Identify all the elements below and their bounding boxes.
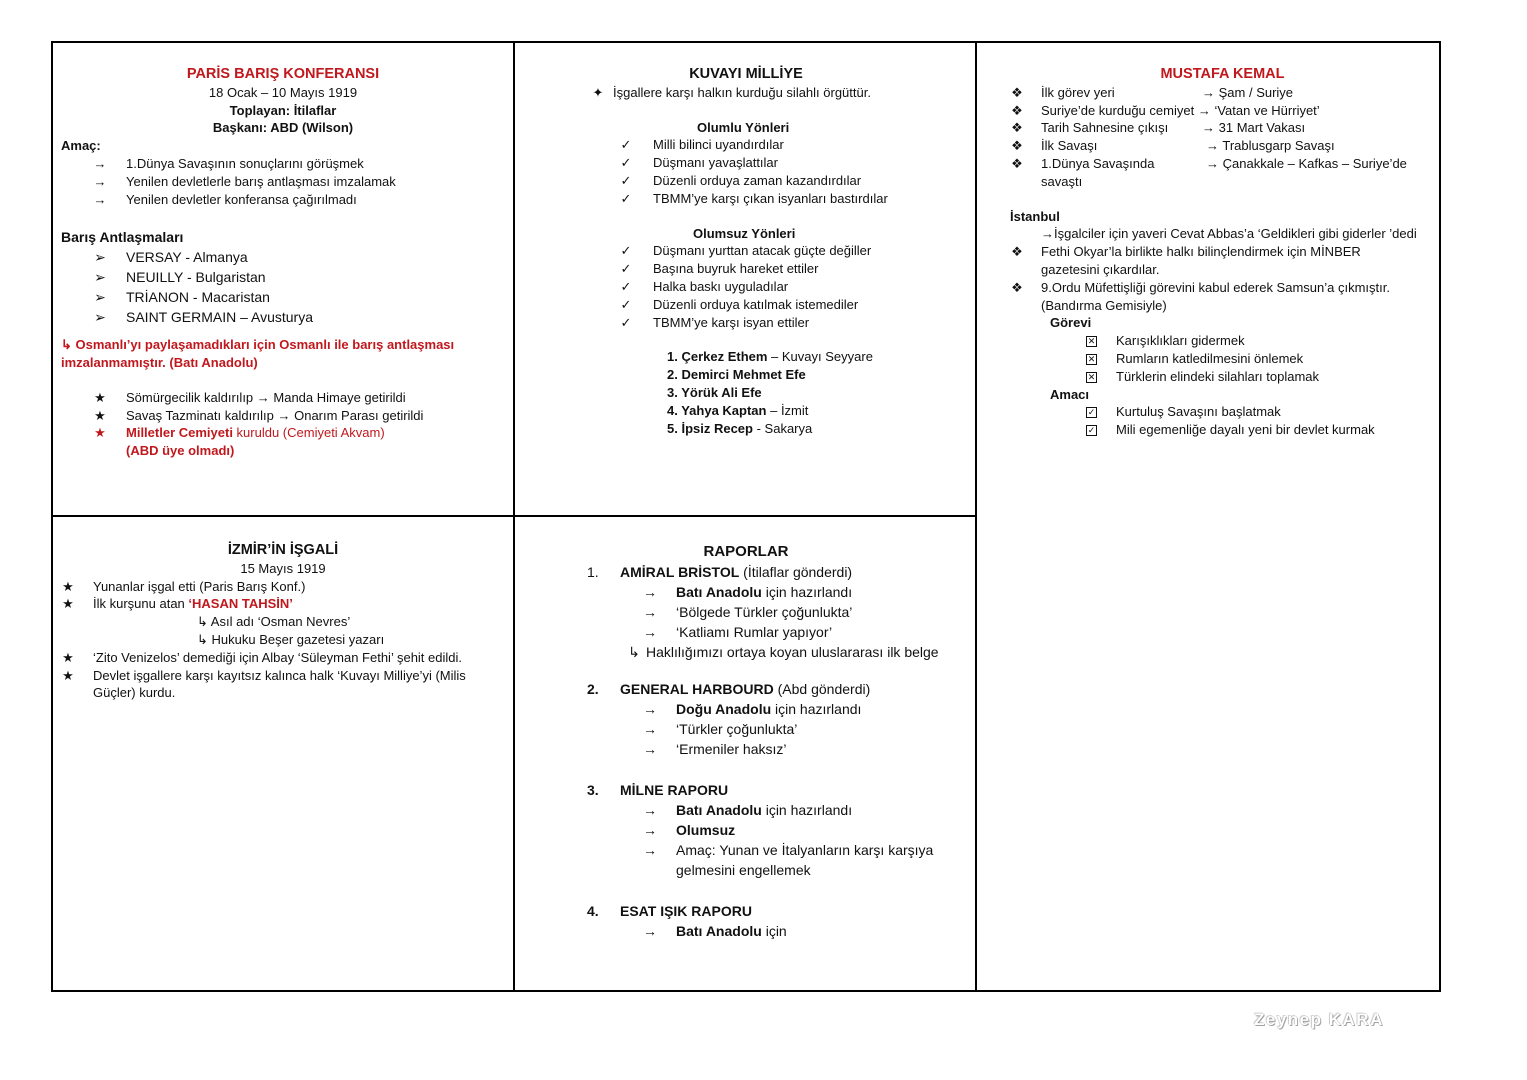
list-item: ✕ Karışıklıkları gidermek (1087, 333, 1245, 349)
list-item: → Amaç: Yunan ve İtalyanların karşı karşıya (643, 842, 934, 858)
star-icon: ★ (62, 649, 74, 665)
list-item: ★ Milletler Cemiyeti kuruldu (Cemiyeti Akvam) (94, 425, 385, 441)
list-item: → Doğu Anadolu için hazırlandı (643, 701, 862, 717)
star-icon: ★ (62, 667, 74, 683)
list-item: ❖ Tarih Sahnesine çıkışı → 31 Mart Vakası (1011, 120, 1306, 136)
list-item: ★ Savaş Tazminatı kaldırılıp → Onarım Parası getirildi (94, 407, 424, 423)
watermark: Zeynep KARA (1254, 1010, 1384, 1029)
list-item: → Batı Anadolu için hazırlandı (643, 802, 853, 818)
diamond-icon: ❖ (1011, 155, 1023, 171)
divider-3 (51, 515, 977, 517)
report-1: 1. AMİRAL BRİSTOL (İtilaflar gönderdi) (587, 564, 853, 580)
check-icon: ✓ (620, 243, 632, 259)
hand-arrow-icon: ↳ (61, 337, 76, 353)
check-icon: ✓ (620, 190, 632, 206)
box-x-icon: ✕ (1087, 371, 1096, 382)
kemal-gorevi-label: Görevi (1050, 315, 1092, 331)
list-item: → Yenilen devletler konferansa çağırılmadı (93, 191, 357, 207)
list-item: ★ ‘Zito Venizelos’ demediği için Albay ‘Süleyman Fethi’ şehit edildi. (62, 649, 463, 665)
paris-note-line2: imzalanmamıştır. (Batı Anadolu) (61, 354, 258, 370)
list-item: ✓ Milli bilinci uyandırdılar (620, 137, 784, 153)
mustafa-kemal-panel (1010, 66, 1435, 439)
check-icon: ✓ (620, 278, 632, 294)
paris-antlasma-label: Barış Antlaşmaları (61, 229, 184, 246)
check-icon: ✓ (620, 296, 632, 312)
kemal-amaci-label: Amacı (1050, 386, 1090, 402)
kuvayi-intro: ✦ İşgallere karşı halkın kurduğu silahlı örgüttür. (592, 84, 871, 100)
list-item: ✕ Türklerin elindeki silahları toplamak (1087, 368, 1320, 384)
list-item: ↳ Asıl adı ‘Osman Nevres’ (197, 614, 351, 630)
diamond-icon: ❖ (1011, 120, 1023, 136)
list-item: ➢ VERSAY - Almanya (94, 249, 248, 266)
kemal-fact5-line2: savaştı (1041, 173, 1083, 189)
list-item: ★ İlk kurşunu atan ‘HASAN TAHSİN’ (62, 596, 293, 612)
hand-arrow-icon: ↳ (197, 631, 212, 647)
list-item: ❖ İlk Savaşı → Trablusgarp Savaşı (1011, 138, 1335, 154)
check-icon: ✓ (620, 137, 632, 153)
box-check-icon: ✓ (1087, 407, 1096, 418)
report-2: 2. GENERAL HARBOURD (Abd gönderdi) (587, 681, 871, 697)
list-item: → Batı Anadolu için hazırlandı (643, 584, 853, 600)
hand-arrow-icon: ↳ (628, 644, 640, 660)
paris-toplayan: Toplayan: İtilaflar (229, 102, 337, 118)
paris-conference-panel (61, 66, 505, 460)
kemal-title: MUSTAFA KEMAL (1160, 66, 1285, 82)
list-item: → Yenilen devletlerle barış antlaşması imzalamak (93, 173, 396, 189)
list-item: ❖ Suriye’de kurduğu cemiyet → ‘Vatan ve Hürriyet’ (1011, 102, 1320, 118)
star-icon: ★ (62, 596, 74, 612)
list-item: →İşgalciler için yaveri Cevat Abbas’a ‘Geldikleri gibi giderler ’dedi (1041, 226, 1417, 242)
list-item: 3. Yörük Ali Efe (667, 384, 762, 400)
report-3-line2: gelmesini engellemek (676, 862, 811, 878)
list-item: ➢ TRİANON - Macaristan (94, 289, 270, 306)
list-item: ★ Yunanlar işgal etti (Paris Barış Konf.) (62, 578, 306, 594)
star-icon: ★ (94, 407, 106, 423)
izmir-date: 15 Mayıs 1919 (240, 560, 326, 576)
list-item: ✓ TBMM’ye karşı isyan ettiler (620, 314, 810, 330)
diamond-icon: ❖ (1011, 279, 1023, 295)
kuvayi-olumlu-label: Olumlu Yönleri (697, 119, 790, 135)
diamond-icon: ❖ (1011, 244, 1023, 260)
list-item: ✓ Halka baskı uyguladılar (620, 278, 789, 294)
list-item: → Olumsuz (643, 822, 736, 838)
list-item: ✓ TBMM’ye karşı çıkan isyanları bastırdılar (620, 190, 888, 206)
star-icon: ★ (62, 578, 74, 594)
raporlar-title: RAPORLAR (703, 543, 789, 560)
list-item: 4. Yahya Kaptan – İzmit (667, 402, 809, 418)
list-item: ★ Sömürgecilik kaldırılıp → Manda Himaye getirildi (94, 389, 406, 405)
list-item: ✓ Başına buyruk hareket ettiler (620, 261, 819, 277)
list-item: ✕ Rumların katledilmesini önlemek (1087, 350, 1304, 366)
diamond-icon: ❖ (1011, 138, 1023, 154)
izmir-title: İZMİR’İN İŞGALİ (227, 542, 339, 558)
list-item: ❖ 9.Ordu Müfettişliği görevini kabul ederek Samsun’a çıkmıştır. (1011, 279, 1390, 295)
list-item: → ‘Katliamı Rumlar yapıyor’ (643, 624, 833, 640)
paris-title: PARİS BARIŞ KONFERANSI (186, 66, 380, 82)
check-icon: ✓ (620, 155, 632, 171)
raporlar-panel (523, 542, 969, 941)
list-item: → ‘Ermeniler haksız’ (643, 741, 787, 757)
kemal-ist-line3b: (Bandırma Gemisiyle) (1041, 297, 1167, 313)
list-item: → Batı Anadolu için (643, 923, 787, 939)
report-4: 4. ESAT IŞIK RAPORU (587, 903, 752, 919)
kuvayi-olumsuz-label: Olumsuz Yönleri (693, 225, 796, 241)
star-icon: ★ (94, 389, 106, 405)
list-item: ✓ Düzenli orduya katılmak istemediler (620, 296, 859, 312)
report-3: 3. MİLNE RAPORU (587, 782, 729, 798)
paris-baskani: Başkanı: ABD (Wilson) (212, 120, 354, 136)
box-x-icon: ✕ (1087, 353, 1096, 364)
list-item: ✓ Düzenli orduya zaman kazandırdılar (620, 172, 862, 188)
kuvayi-milliye-panel (523, 66, 969, 437)
list-item: 2. Demirci Mehmet Efe (667, 367, 806, 383)
list-item: ✓ Düşmanı yavaşlattılar (620, 155, 778, 171)
list-item: ❖ 1.Dünya Savaşında → Çanakkale – Kafkas – Suriye’de (1011, 155, 1407, 171)
list-item: 1. Çerkez Ethem – Kuvayı Seyyare (667, 349, 873, 365)
box-x-icon: ✕ (1087, 336, 1096, 347)
diamond-icon: ❖ (1011, 84, 1023, 100)
list-item: ✓ Mili egemenliğe dayalı yeni bir devlet kurmak (1087, 422, 1375, 438)
paris-note: ↳ Osmanlı’yı paylaşamadıkları için Osmanlı ile barış antlaşması (61, 337, 455, 353)
list-item: ❖ İlk görev yeri → Şam / Suriye (1011, 84, 1294, 100)
list-item: ↳ Hukuku Beşer gazetesi yazarı (197, 631, 385, 647)
check-icon: ✓ (620, 261, 632, 277)
kuvayi-title: KUVAYI MİLLİYE (689, 66, 803, 82)
list-item: 5. İpsiz Recep - Sakarya (667, 420, 813, 436)
kemal-istanbul-label: İstanbul (1010, 208, 1060, 224)
list-item: → ‘Bölgede Türkler çoğunlukta’ (643, 604, 853, 620)
list-item: ➢ SAINT GERMAIN – Avusturya (94, 309, 313, 326)
list-item: → 1.Dünya Savaşının sonuçlarını görüşmek (93, 155, 364, 171)
kemal-ist-line2b: gazetesini çıkardılar. (1041, 261, 1160, 277)
check-icon: ✓ (620, 172, 632, 188)
diamond-icon: ❖ (1011, 102, 1023, 118)
izmir-panel (61, 542, 505, 702)
list-item: ★ Devlet işgallere karşı kayıtsız kalınca halk ‘Kuvayı Milliye’yi (Milis (62, 667, 466, 683)
check-icon: ✓ (620, 314, 632, 330)
list-item: ✓ Düşmanı yurttan atacak güçte değiller (620, 243, 872, 259)
list-item: ➢ NEUILLY - Bulgaristan (94, 269, 266, 286)
paris-date: 18 Ocak – 10 Mayıs 1919 (208, 84, 358, 100)
list-item: ❖ Fethi Okyar’la birlikte halkı bilinçlendirmek için MİNBER (1011, 244, 1361, 260)
list-item: ↳ Haklılığımızı ortaya koyan uluslararası ilk belge (628, 644, 939, 660)
hand-arrow-icon: ↳ (197, 614, 211, 630)
list-item: → ‘Türkler çoğunlukta’ (643, 721, 798, 737)
izmir-s4-line2: Güçler) kurdu. (93, 685, 176, 701)
box-check-icon: ✓ (1087, 425, 1096, 436)
paris-amac-label: Amaç: (61, 138, 101, 154)
star-icon: ★ (94, 425, 106, 441)
paris-star3-line2: (ABD üye olmadı) (126, 443, 235, 459)
list-item: ✓ Kurtuluş Savaşını başlatmak (1087, 404, 1281, 420)
